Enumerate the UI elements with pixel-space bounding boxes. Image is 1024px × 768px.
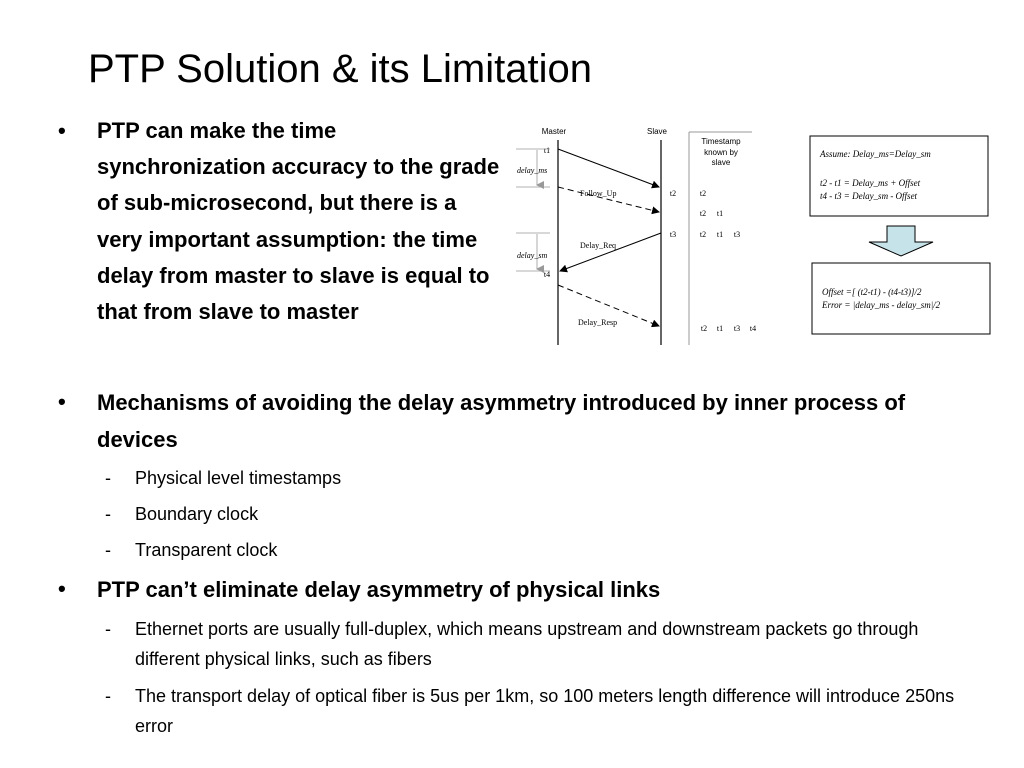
- ts-row1-t2: t2: [699, 189, 707, 198]
- ts-row4-t2: t2: [700, 324, 708, 333]
- label-delay-sm: delay_sm: [517, 251, 548, 260]
- ts-row4-t1: t1: [716, 324, 724, 333]
- sub-item-physical-timestamps: Physical level timestamps: [135, 468, 342, 488]
- label-t3: t3: [669, 230, 677, 239]
- bullet-ptp-accuracy: PTP can make the time synchronization accuracy to the grade of sub-microsecond, but there is a very important assumption: the time delay from master to slave is equal to that from slave to master: [97, 118, 500, 325]
- result-box: [812, 263, 990, 334]
- sub-bullet-dash: -: [105, 540, 111, 560]
- label-delay-req: Delay_Req: [580, 241, 616, 250]
- sub-bullet-dash: -: [105, 468, 111, 488]
- sub-item-transparent-clock: Transparent clock: [135, 540, 278, 560]
- sub-bullet-dash: -: [105, 686, 111, 706]
- sub-bullet-dash: -: [105, 504, 111, 524]
- assumption-line2: t2 - t1 = Delay_ms + Offset: [820, 178, 921, 188]
- result-error: Error = |delay_ms - delay_sm|/2: [822, 300, 941, 310]
- timestamp-header-line3: slave: [711, 158, 731, 167]
- bullet-marker: •: [58, 576, 66, 601]
- bullet-mechanisms: Mechanisms of avoiding the delay asymmetry introduced by inner process of devices: [97, 390, 906, 452]
- bullet-marker: •: [58, 118, 66, 143]
- label-delay-resp: Delay_Resp: [578, 318, 618, 327]
- sync-arrow: [558, 149, 659, 187]
- label-t1: t1: [543, 146, 551, 155]
- timestamp-header-line1: Timestamp: [701, 137, 741, 146]
- master-label: Master: [541, 127, 567, 136]
- label-t2: t2: [669, 189, 677, 198]
- ts-row4-t3: t3: [733, 324, 741, 333]
- ts-row4-t4: t4: [749, 324, 757, 333]
- result-offset: Offset =[ (t2-t1) - (t4-t3)]/2: [822, 287, 922, 297]
- ts-row3-t1: t1: [716, 230, 724, 239]
- sub-bullet-dash: -: [105, 619, 111, 639]
- timestamp-header-line2: known by: [704, 148, 738, 157]
- label-delay-ms: delay_ms: [517, 166, 548, 175]
- label-t4: t4: [543, 270, 551, 279]
- down-arrow-icon: [869, 226, 933, 256]
- ts-row3-t3: t3: [733, 230, 741, 239]
- bullet-marker: •: [58, 389, 66, 414]
- sub-item-fiber-delay: The transport delay of optical fiber is 5us per 1km, so 100 meters length difference will introduce 250ns error: [135, 686, 955, 736]
- assumption-line1: Assume: Delay_ms=Delay_sm: [820, 149, 931, 159]
- label-follow-up: Follow_Up: [580, 189, 617, 198]
- assumption-box: [810, 136, 988, 216]
- slave-label: Slave: [646, 127, 668, 136]
- ptp-timing-diagram: [510, 120, 1000, 355]
- ts-row2-t2: t2: [699, 209, 707, 218]
- bullet-physical-links: PTP can’t eliminate delay asymmetry of physical links: [97, 577, 661, 602]
- delay-req-arrow: [560, 233, 661, 271]
- ts-row3-t2: t2: [699, 230, 707, 239]
- sub-item-full-duplex: Ethernet ports are usually full-duplex, which means upstream and downstream packets go through different physical links, such as fibers: [135, 619, 919, 669]
- sub-item-boundary-clock: Boundary clock: [135, 504, 259, 524]
- assumption-line3: t4 - t3 = Delay_sm - Offset: [820, 191, 918, 201]
- slide-title: PTP Solution & its Limitation: [88, 47, 592, 91]
- ts-row2-t1: t1: [716, 209, 724, 218]
